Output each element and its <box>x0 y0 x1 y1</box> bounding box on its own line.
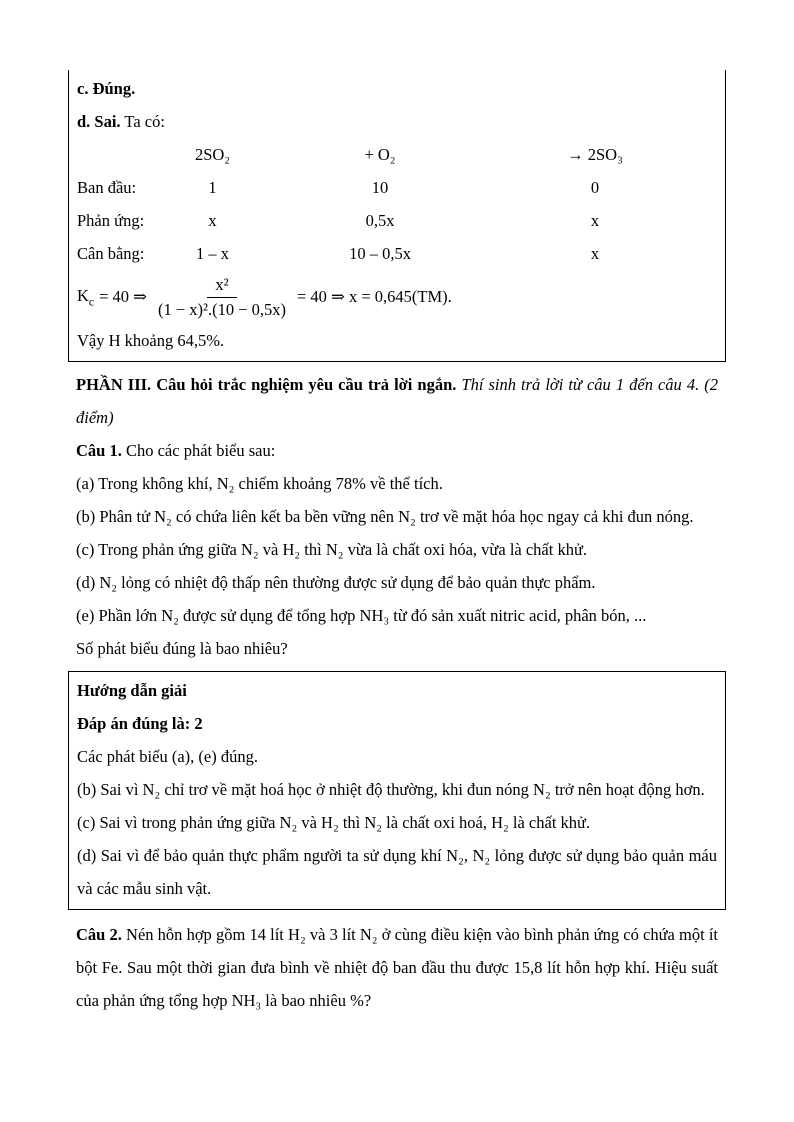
explanation-d: (d) Sai vì để bảo quản thực phẩm người ta sử dụng khí N₂, N₂ lỏng được sử dụng bảo quản máu và các mẫu sinh vật. <box>77 846 717 898</box>
table-row-reacted <box>77 204 717 237</box>
answer-d-label: d. Sai. <box>77 112 121 131</box>
reactant-so2: 2SO₂ <box>194 145 231 164</box>
kc-symbol: $K_c$ <box>77 285 95 309</box>
question1-intro-text: Cho các phát biểu sau: <box>121 441 276 460</box>
question1-section <box>68 434 726 665</box>
question2-text: Nén hỗn hợp gồm 14 lít H₂ và 3 lít N₂ ở cùng điều kiện vào bình phản ứng có chứa một ít bột Fe. Sau một thời gian đưa bình về nhiệt độ ban đầu thu được 15,8 lít hỗn hợp khí. Hiệu suất của phản ứng tổng hợp NH₃ là bao nhiêu %? <box>76 925 718 1010</box>
question1-label: Câu 1. <box>76 441 122 460</box>
line-answer-c <box>77 72 717 105</box>
cell-value: x <box>208 211 217 230</box>
cell-value: 10 <box>371 178 389 197</box>
reaction-header-row <box>77 138 717 171</box>
part3-section <box>68 368 726 434</box>
question2-label: Câu 2. <box>76 925 122 944</box>
row-label: Ban đầu: <box>77 178 137 197</box>
fraction-numerator: x² <box>207 275 236 298</box>
reaction-table <box>77 138 717 270</box>
statement-b: (b) Phân tử N₂ có chứa liên kết ba bền vững nên N₂ trơ về mặt hóa học ngay cả khi đun nóng. <box>76 507 694 526</box>
kc-eq-right: = 40 ⇒ x = 0,645(TM). <box>297 287 452 306</box>
row-label: Cân bằng: <box>77 244 145 263</box>
kc-eq-left: = 40 ⇒ <box>99 287 147 306</box>
kc-equation <box>77 270 717 324</box>
answer-line: Đáp án đúng là: 2 <box>77 714 203 733</box>
part3-heading <box>76 368 718 434</box>
statement-d: (d) N₂ lỏng có nhiệt độ thấp nên thường được sử dụng để bảo quản thực phẩm. <box>76 573 596 592</box>
reaction-header-spacer <box>77 138 185 171</box>
cell-value: 10 – 0,5x <box>349 244 411 263</box>
line-answer-d <box>77 105 717 138</box>
cell-value: 0 <box>590 178 600 197</box>
cell-value: 1 <box>208 178 217 197</box>
product-so3: → 2SO₃ <box>567 145 623 164</box>
explanation-c: (c) Sai vì trong phản ứng giữa N₂ và H₂ thì N₂ là chất oxi hoá, H₂ là chất khử. <box>77 813 591 832</box>
cell-value: 1 – x <box>196 244 229 263</box>
explanation-b: (b) Sai vì N₂ chỉ trơ về mặt hoá học ở nhiệt độ thường, khi đun nóng N₂ trở nên hoạt động hơn. <box>77 780 705 799</box>
solution-title: Hướng dẫn giải <box>77 681 187 700</box>
solution-box-part2 <box>68 70 726 362</box>
question2-paragraph <box>76 918 718 1017</box>
answer-d-rest: Ta có: <box>120 112 165 131</box>
question1-intro <box>76 434 718 467</box>
conclusion-line: Vậy H khoảng 64,5%. <box>77 331 225 350</box>
part3-heading-italic: Thí sinh trả lời từ câu 1 đến câu 4. (2 điểm) <box>76 375 719 427</box>
statement-c: (c) Trong phản ứng giữa N₂ và H₂ thì N₂ vừa là chất oxi hóa, vừa là chất khử. <box>76 540 588 559</box>
statement-a: (a) Trong không khí, N₂ chiếm khoảng 78% về thể tích. <box>76 474 443 493</box>
question1-prompt: Số phát biểu đúng là bao nhiêu? <box>76 639 288 658</box>
fraction-denominator: (1 − x)².(10 − 0,5x) <box>157 299 286 319</box>
cell-value: 0,5x <box>365 211 395 230</box>
cell-value: x <box>590 244 600 263</box>
part3-heading-bold: PHẦN III. Câu hỏi trắc nghiệm yêu cầu trả lời ngắn. <box>76 375 457 394</box>
table-row-equilibrium <box>77 237 717 270</box>
row-label: Phản ứng: <box>77 211 145 230</box>
answer-c-text: c. Đúng. <box>77 79 136 98</box>
reactant-o2: + O₂ <box>364 145 396 164</box>
explanation-correct: Các phát biểu (a), (e) đúng. <box>77 747 258 766</box>
statement-e: (e) Phần lớn N₂ được sử dụng để tổng hợp NH₃ từ đó sản xuất nitric acid, phân bón, ... <box>76 606 647 625</box>
question2-section <box>68 918 726 1017</box>
table-row-initial <box>77 171 717 204</box>
cell-value: x <box>590 211 600 230</box>
fraction <box>154 275 290 320</box>
solution-box-q1 <box>68 671 726 910</box>
